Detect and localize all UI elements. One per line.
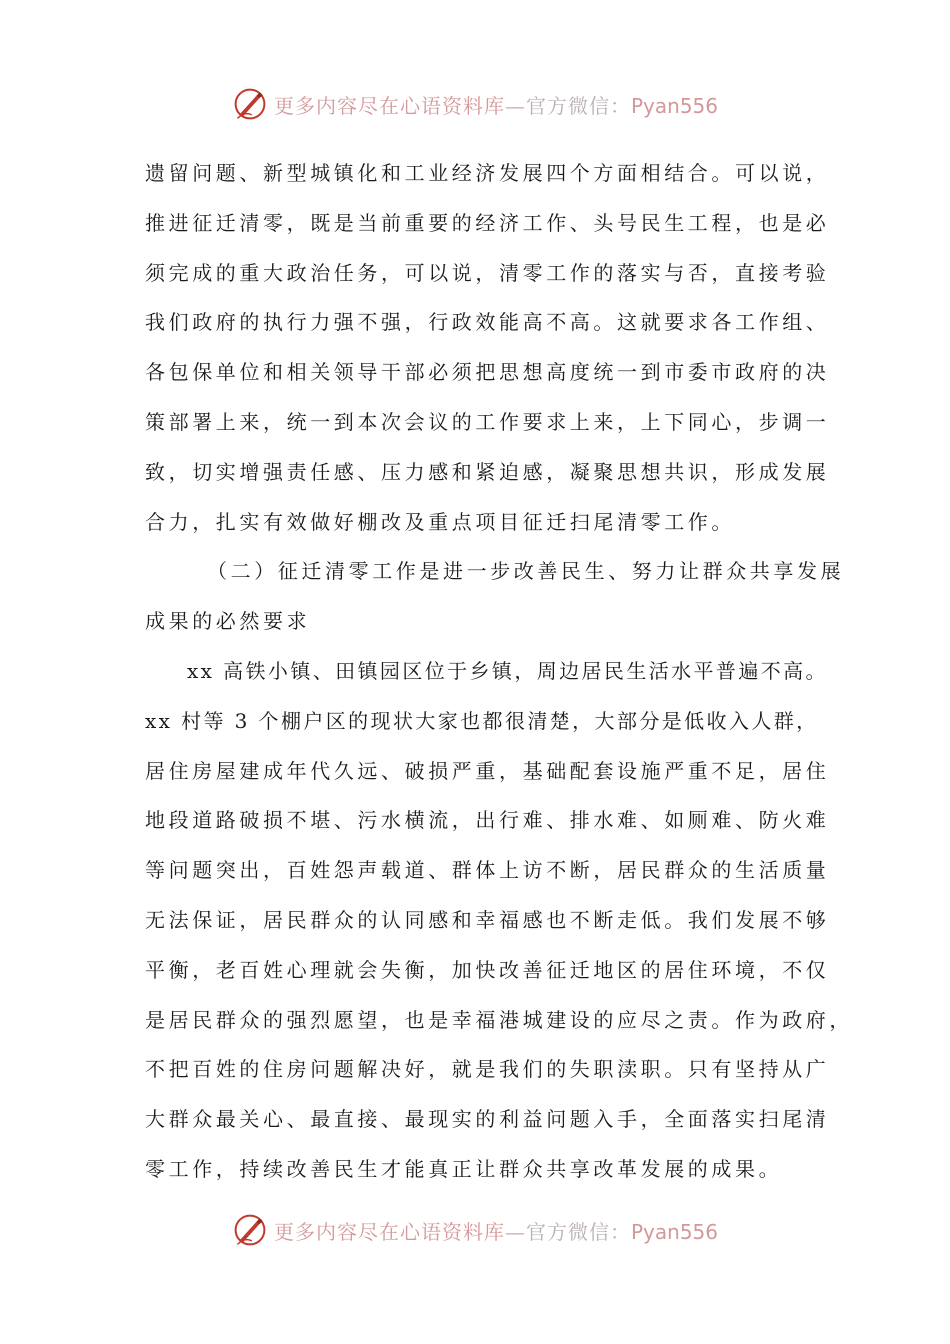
body-line: 合力，扎实有效做好棚改及重点项目征迁扫尾清零工作。 — [145, 509, 735, 534]
body-line: 遗留问题、新型城镇化和工业经济发展四个方面相结合。可以说， — [145, 161, 830, 185]
body-line: 零工作，持续改善民生才能真正让群众共享改革发展的成果。 — [145, 1156, 783, 1181]
body-line: 无法保证，居民群众的认同感和幸福感也不断走低。我们发展不够 — [145, 907, 830, 932]
watermark-banner-bottom — [0, 1208, 950, 1252]
body-line: 地段道路破损不堪、污水横流，出行难、排水难、如厕难、防火难 — [145, 808, 830, 833]
watermark-label: 官方微信： — [525, 93, 631, 118]
body-line: 是居民群众的强烈愿望，也是幸福港城建设的应尽之责。作为政府， — [145, 1007, 853, 1032]
watermark-id: Pyan556 — [630, 1219, 718, 1244]
body-line: 不把百姓的住房问题解决好，就是我们的失职渎职。只有坚持从广 — [145, 1057, 830, 1082]
watermark-text — [274, 90, 718, 119]
body-line: 平衡，老百姓心理就会失衡，加快改善征迁地区的居住环境，不仅 — [145, 957, 830, 982]
watermark-dash: — — [504, 93, 526, 118]
body-line: 大群众最关心、最直接、最现实的利益问题入手，全面落实扫尾清 — [145, 1107, 830, 1132]
section-heading-line: 成果的必然要求 — [145, 609, 311, 634]
watermark-label: 官方微信： — [525, 1219, 631, 1244]
body-line: 各包保单位和相关领导干部必须把思想高度统一到市委市政府的决 — [145, 360, 830, 385]
watermark-text — [274, 1216, 718, 1245]
watermark-banner-top — [0, 82, 950, 126]
body-line: 策部署上来，统一到本次会议的工作要求上来，上下同心，步调一 — [145, 409, 830, 434]
watermark-id: Pyan556 — [630, 93, 718, 118]
body-line: 我们政府的执行力强不强，行政效能高不高。这就要求各工作组、 — [145, 310, 830, 335]
body-line: 须完成的重大政治任务，可以说，清零工作的落实与否，直接考验 — [145, 260, 830, 285]
watermark-main: 更多内容尽在心语资料库 — [273, 93, 505, 118]
document-body — [145, 149, 853, 1195]
pen-logo-icon — [232, 86, 268, 122]
watermark-main: 更多内容尽在心语资料库 — [273, 1219, 505, 1244]
body-line: xx 村等 3 个棚户区的现状大家也都很清楚，大部分是低收入人群， — [145, 708, 819, 733]
pen-logo-icon — [232, 1212, 268, 1248]
body-line: 致，切实增强责任感、压力感和紧迫感，凝聚思想共识，形成发展 — [145, 459, 830, 484]
watermark-dash: — — [504, 1219, 526, 1244]
section-heading-line: （二）征迁清零工作是进一步改善民生、努力让群众共享发展 — [207, 559, 845, 584]
body-line: 居住房屋建成年代久远、破损严重，基础配套设施严重不足，居住 — [145, 758, 830, 783]
body-line: 推进征迁清零，既是当前重要的经济工作、头号民生工程，也是必 — [145, 210, 830, 235]
body-line: xx 高铁小镇、田镇园区位于乡镇，周边居民生活水平普遍不高。 — [187, 658, 828, 683]
body-line: 等问题突出，百姓怨声载道、群体上访不断，居民群众的生活质量 — [145, 858, 830, 883]
